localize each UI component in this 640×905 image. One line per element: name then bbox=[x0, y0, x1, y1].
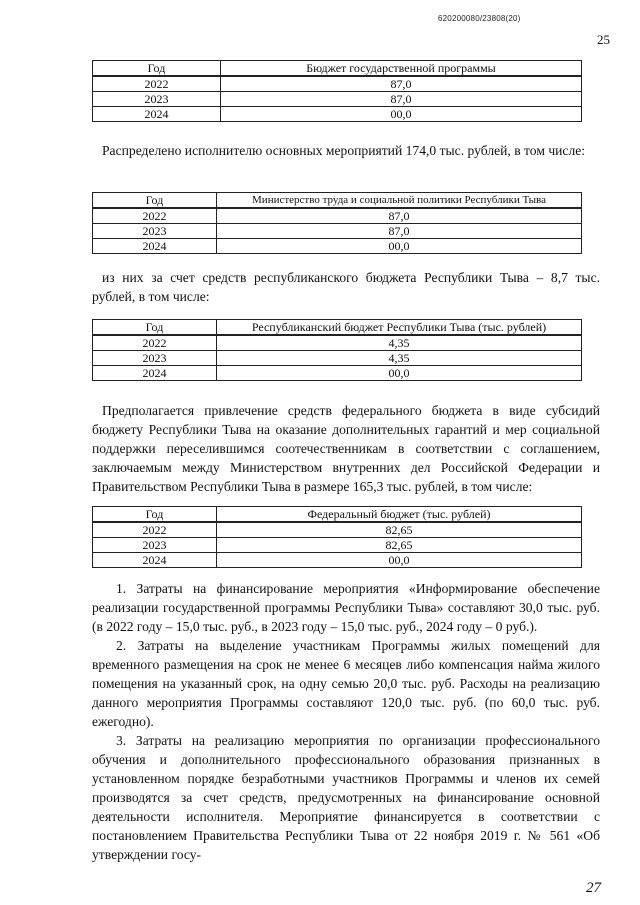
document-code: 620200080/23808(20) bbox=[438, 14, 521, 23]
table-row bbox=[93, 107, 582, 122]
table-cell-year: 2022 bbox=[93, 335, 217, 351]
table-cell-value: 00,0 bbox=[217, 553, 582, 568]
table-header-cell: Республиканский бюджет Республики Тыва (тыс. рублей) bbox=[217, 320, 582, 336]
table-cell-value: 87,0 bbox=[221, 76, 582, 92]
paragraph-republican-budget: из них за счет средств республиканского бюджета Республики Тыва – 8,7 тыс. рублей, в том числе: bbox=[92, 270, 600, 304]
table-cell-value: 82,65 bbox=[217, 538, 582, 553]
table-row bbox=[93, 76, 582, 92]
table-row bbox=[93, 538, 582, 553]
table-header-cell: Год bbox=[93, 61, 221, 77]
table-row bbox=[93, 208, 582, 224]
budget-table-federal bbox=[92, 506, 582, 568]
table-cell-year: 2022 bbox=[93, 76, 221, 92]
table-row bbox=[93, 553, 582, 568]
paragraph-distribution: Распределено исполнителю основных мероприятий 174,0 тыс. рублей, в том числе: bbox=[102, 143, 586, 158]
table-cell-value: 4,35 bbox=[217, 351, 582, 366]
table-cell-year: 2024 bbox=[93, 366, 217, 381]
table-header-row bbox=[93, 507, 582, 523]
budget-table-ministry bbox=[92, 192, 582, 254]
table-row bbox=[93, 224, 582, 239]
table-row bbox=[93, 522, 582, 538]
table-cell-year: 2023 bbox=[93, 224, 217, 239]
table-cell-year: 2023 bbox=[93, 351, 217, 366]
table-cell-year: 2024 bbox=[93, 107, 221, 122]
table-cell-value: 00,0 bbox=[221, 107, 582, 122]
table-row bbox=[93, 239, 582, 254]
table-header-cell: Год bbox=[93, 193, 217, 209]
table-row bbox=[93, 335, 582, 351]
budget-table-program bbox=[92, 60, 582, 122]
table-header-cell: Министерство труда и социальной политики Республики Тыва bbox=[217, 193, 582, 209]
table-cell-value: 87,0 bbox=[221, 92, 582, 107]
table-header-row bbox=[93, 61, 582, 77]
table-header-cell: Федеральный бюджет (тыс. рублей) bbox=[217, 507, 582, 523]
table-header-cell: Год bbox=[93, 507, 217, 523]
table-cell-value: 00,0 bbox=[217, 366, 582, 381]
table-cell-year: 2022 bbox=[93, 522, 217, 538]
table-cell-year: 2023 bbox=[93, 538, 217, 553]
paragraph-item-1: 1. Затраты на финансирование мероприятия «Информирование обеспечение реализации государственной программы Республики Тыва» составляют 30,0 тыс. руб. (в 2022 году – 15,0 тыс. руб., в 2023 году – 15,0 тыс. руб., 2024 году – 0 руб.). bbox=[92, 581, 600, 634]
paragraph-item-3: 3. Затраты на реализацию мероприятия по организации профессионального обучения и дополнительного профессионального образования признанных в установленном порядке безработными участников Программы и членов их семей производятся за счет средств, предусмотренных на финансирование основной деятельности исполнителя. Мероприятие финансируется в соответствии с постановлением Правительства Республики Тыва от 22 ноября 2019 г. № 561 «Об утверждении госу- bbox=[92, 733, 600, 862]
table-cell-year: 2022 bbox=[93, 208, 217, 224]
table-header-cell: Бюджет государственной программы bbox=[221, 61, 582, 77]
page-number: 25 bbox=[597, 32, 610, 47]
table-row bbox=[93, 366, 582, 381]
table-header-row bbox=[93, 320, 582, 336]
table-row bbox=[93, 351, 582, 366]
table-header-cell: Год bbox=[93, 320, 217, 336]
budget-table-republican bbox=[92, 319, 582, 381]
corner-mark: 27 bbox=[586, 880, 601, 896]
table-cell-value: 87,0 bbox=[217, 224, 582, 239]
table-cell-year: 2023 bbox=[93, 92, 221, 107]
paragraph-item-2: 2. Затраты на выделение участникам Программы жилых помещений для временного размещения на срок не менее 6 месяцев либо компенсация найма жилого помещения на указанный срок, на одну семью 20,0 тыс. руб. Расходы на реализацию данного мероприятия Программы составляют 120,0 тыс. руб. (по 60,0 тыс. руб. ежегодно). bbox=[92, 638, 600, 729]
table-cell-value: 00,0 bbox=[217, 239, 582, 254]
paragraph-federal-budget: Предполагается привлечение средств федерального бюджета в виде субсидий бюджету Республики Тыва на оказание дополнительных гарантий и мер социальной поддержки переселившимся соотечественникам в соответствии с соглашением, заключаемым между Министерством внутренних дел Российской Федерации и Правительством Республики Тыва в размере 165,3 тыс. рублей, в том числе: bbox=[92, 403, 600, 494]
table-cell-value: 82,65 bbox=[217, 522, 582, 538]
table-row bbox=[93, 92, 582, 107]
table-cell-year: 2024 bbox=[93, 239, 217, 254]
table-cell-value: 4,35 bbox=[217, 335, 582, 351]
table-cell-value: 87,0 bbox=[217, 208, 582, 224]
table-cell-year: 2024 bbox=[93, 553, 217, 568]
table-header-row bbox=[93, 193, 582, 209]
